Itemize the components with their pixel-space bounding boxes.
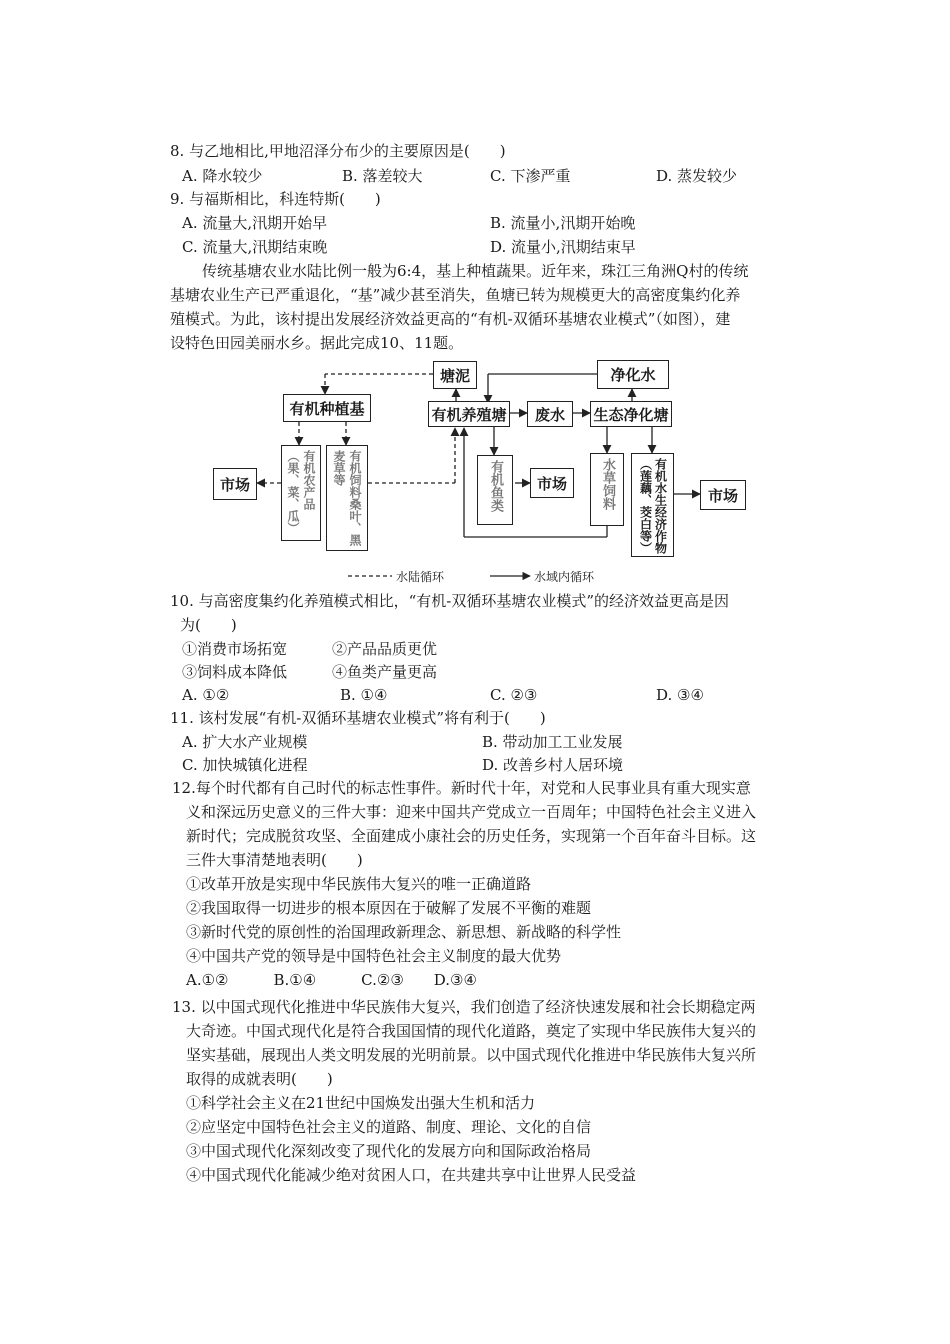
weed-feed-box: 水草饲料 — [590, 453, 624, 526]
aquatic-crops-box: 有机水生经济作物（莲藕、茭白等） — [631, 453, 674, 557]
passage-line-3: 殖模式。为此，该村提出发展经济效益更高的“有机-双循环基塘农业模式”（如图），建 — [170, 310, 731, 328]
q12-item-4: ④中国共产党的领导是中国特色社会主义制度的最大优势 — [186, 947, 562, 965]
q13-item-4: ④中国式现代化能减少绝对贫困人口，在共建共享中让世界人民受益 — [186, 1166, 637, 1184]
q13-item-1: ①科学社会主义在21世纪中国焕发出强大生机和活力 — [186, 1094, 536, 1112]
legend-land-water: 水陆循环 — [396, 570, 445, 584]
q9-option-b: B. 流量小,汛期开始晚 — [490, 214, 636, 232]
q13-stem-4: 取得的成就表明( ) — [186, 1070, 333, 1088]
q13-stem-1: 13. 以中国式现代化推进中华民族伟大复兴，我们创造了经济快速发展和社会长期稳定两 — [172, 998, 756, 1016]
q8-option-b: B. 落差较大 — [342, 167, 423, 185]
q11-option-b: B. 带动加工工业发展 — [482, 733, 623, 751]
pond-mud-box: 塘泥 — [433, 361, 477, 389]
q11-option-d: D. 改善乡村人居环境 — [482, 756, 624, 774]
organic-fish-box: 有机鱼类 — [477, 455, 513, 525]
organic-breeding-pond-box: 有机养殖塘 — [428, 401, 510, 427]
organic-planting-box: 有机种植基 — [283, 394, 371, 422]
passage-line-2: 基塘农业生产已严重退化，“基”减少甚至消失，鱼塘已转为规模更大的高密度集约化养 — [170, 286, 741, 304]
q12-stem-3: 新时代；完成脱贫攻坚、全面建成小康社会的历史任务，实现第一个百年奋斗目标。这 — [186, 827, 757, 845]
q12-item-2: ②我国取得一切进步的根本原因在于破解了发展不平衡的难题 — [186, 899, 592, 917]
q9-option-a: A. 流量大,汛期开始早 — [182, 214, 328, 232]
q13-stem-2: 大奇迹。中国式现代化是符合我国国情的现代化道路，奠定了实现中华民族伟大复兴的 — [186, 1022, 757, 1040]
eco-purify-pond-box: 生态净化塘 — [590, 401, 672, 427]
market-box-right: 市场 — [700, 480, 746, 510]
q10-option-d: D. ③④ — [656, 686, 704, 704]
q9-stem: 9. 与福斯相比，科连特斯( ) — [170, 190, 381, 208]
q10-item-4: ④鱼类产量更高 — [332, 663, 438, 681]
q9-option-d: D. 流量小,汛期结束早 — [490, 238, 636, 256]
q10-stem-1: 10. 与高密度集约化养殖模式相比，“有机-双循环基塘农业模式”的经济效益更高是因 — [170, 592, 730, 610]
q10-stem-2: 为( ) — [180, 616, 237, 634]
q11-option-a: A. 扩大水产业规模 — [182, 733, 308, 751]
q10-item-3: ③饲料成本降低 — [182, 663, 288, 681]
q13-item-2: ②应坚定中国特色社会主义的道路、制度、理论、文化的自信 — [186, 1118, 592, 1136]
wastewater-box: 废水 — [527, 401, 573, 427]
q8-option-a: A. 降水较少 — [182, 167, 263, 185]
diagram-arrows — [0, 0, 950, 600]
organic-produce-box: 有机农产品（果、菜、瓜） — [281, 445, 321, 541]
q8-option-c: C. 下渗严重 — [490, 167, 571, 185]
q11-option-c: C. 加快城镇化进程 — [182, 756, 308, 774]
q11-stem: 11. 该村发展“有机-双循环基塘农业模式”将有利于( ) — [170, 709, 546, 727]
q8-option-d: D. 蒸发较少 — [656, 167, 738, 185]
q10-item-1: ①消费市场拓宽 — [182, 640, 288, 658]
market-box-left: 市场 — [213, 468, 257, 500]
q9-option-c: C. 流量大,汛期结束晚 — [182, 238, 328, 256]
market-box-middle: 市场 — [530, 468, 574, 498]
q10-option-c: C. ②③ — [490, 686, 538, 704]
q13-stem-3: 坚实基础，展现出人类文明发展的光明前景。以中国式现代化推进中华民族伟大复兴所 — [186, 1046, 757, 1064]
q10-option-a: A. ①② — [182, 686, 230, 704]
q13-item-3: ③中国式现代化深刻改变了现代化的发展方向和国际政治格局 — [186, 1142, 592, 1160]
q12-stem-1: 12.每个时代都有自己时代的标志性事件。新时代十年，对党和人民事业具有重大现实意 — [172, 779, 751, 797]
q10-option-b: B. ①④ — [340, 686, 388, 704]
legend-water-inner: 水域内循环 — [534, 570, 595, 584]
q12-item-3: ③新时代党的原创性的治国理政新理念、新思想、新战略的科学性 — [186, 923, 622, 941]
q12-item-1: ①改革开放是实现中华民族伟大复兴的唯一正确道路 — [186, 875, 532, 893]
passage-line-1: 传统基塘农业水陆比例一般为6:4，基上种植蔬果。近年来，珠江三角洲Q村的传统 — [202, 262, 749, 280]
q12-stem-2: 义和深远历史意义的三件大事：迎来中国共产党成立一百周年；中国特色社会主义进入 — [186, 803, 757, 821]
q12-options: A.①② B.①④ C.②③ D.③④ — [186, 971, 477, 989]
purified-water-box: 净化水 — [597, 360, 669, 389]
q12-stem-4: 三件大事清楚地表明( ) — [186, 851, 363, 869]
q8-stem: 8. 与乙地相比,甲地沼泽分布少的主要原因是( ) — [170, 142, 506, 160]
passage-line-4: 设特色田园美丽水乡。据此完成10、11题。 — [170, 334, 464, 352]
organic-feed-box: 有机饲料桑叶、黑麦草等 — [326, 445, 368, 551]
q10-item-2: ②产品品质更优 — [332, 640, 438, 658]
